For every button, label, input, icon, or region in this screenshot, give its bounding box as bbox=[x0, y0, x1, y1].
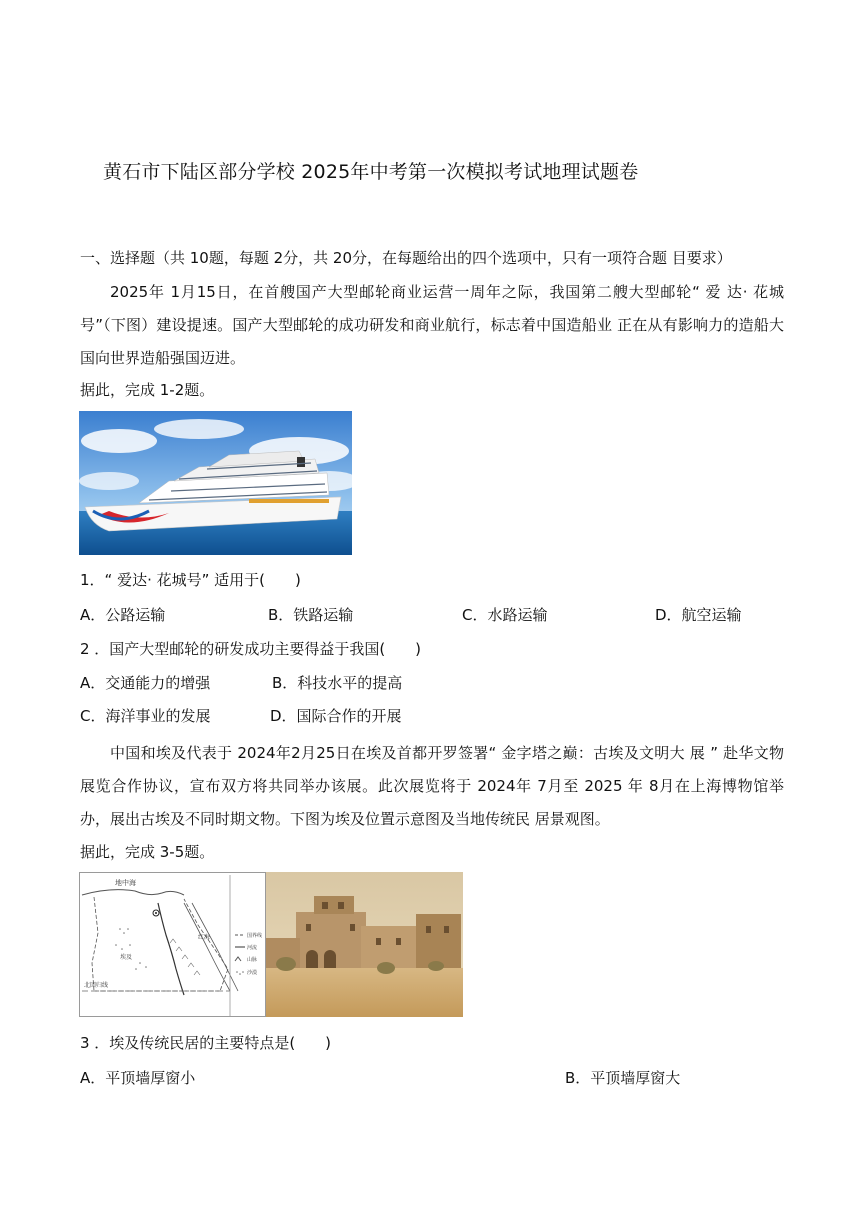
egypt-map-drawing bbox=[80, 873, 266, 1017]
passage-1: 2025年 1月15日，在首艘国产大型邮轮商业运营一周年之际，我国第二艘大型邮轮“ 爱 达· 花城号”（下图）建设提速。国产大型邮轮的成功研发和商业航行，标志着中国造船业 正在从有影响力的造船大国向世界造船强国迈进。 bbox=[80, 283, 784, 367]
q3-option-a[interactable]: A．平顶墙厚窗小 bbox=[80, 1069, 196, 1087]
legend-border: 国界线 bbox=[247, 933, 263, 939]
legend-mountain: 山脉 bbox=[247, 957, 258, 963]
egypt-dwelling-image bbox=[266, 872, 463, 1017]
map-sea-label: 地中海 bbox=[115, 879, 136, 887]
egypt-location-map bbox=[79, 872, 266, 1017]
question-1-stem: 1．“ 爱达· 花城号” 适用于( ) bbox=[80, 571, 301, 589]
page-title: 黄石市下陆区部分学校 2025年中考第一次模拟考试地理试题卷 bbox=[103, 161, 639, 183]
map-red-sea-label: 红海 bbox=[198, 934, 211, 941]
passage-1-instruction: 据此，完成 1-2题。 bbox=[80, 381, 215, 399]
legend-river: 河流 bbox=[247, 945, 258, 951]
dwelling-illustration bbox=[266, 872, 463, 1017]
q3-option-b[interactable]: B．平顶墙厚窗大 bbox=[565, 1069, 681, 1087]
q2-option-c[interactable]: C．海洋事业的发展 bbox=[80, 707, 211, 725]
q2-option-b[interactable]: B．科技水平的提高 bbox=[272, 674, 403, 692]
q1-option-d[interactable]: D．航空运输 bbox=[655, 606, 742, 624]
map-tropic-label: 北回归线 bbox=[84, 982, 109, 989]
q1-option-c[interactable]: C．水路运输 bbox=[462, 606, 548, 624]
q2-option-d[interactable]: D．国际合作的开展 bbox=[270, 707, 402, 725]
cruise-ship-image bbox=[79, 411, 352, 555]
passage-2: 中国和埃及代表于 2024年2月25日在埃及首都开罗签署“ 金字塔之巅：古埃及文明大 展 ” 赴华文物展览合作协议，宣布双方将共同举办该展。此次展览将于 2024年 7月至 2025 年 8月在上海博物馆举办，展出古埃及不同时期文物。下图为埃及位置示意图及当地传统民 居景观图。 bbox=[80, 744, 784, 828]
q2-option-a[interactable]: A．交通能力的增强 bbox=[80, 674, 211, 692]
question-3-stem: 3 ．埃及传统民居的主要特点是( ) bbox=[80, 1034, 332, 1052]
legend-desert: 沙漠 bbox=[247, 970, 258, 976]
map-region-label: 埃及 bbox=[120, 954, 133, 961]
cruise-ship-illustration bbox=[79, 411, 352, 555]
q1-option-a[interactable]: A．公路运输 bbox=[80, 606, 166, 624]
section-heading: 一、选择题（共 10题，每题 2分，共 20分，在每题给出的四个选项中，只有一项符合题 目要求） bbox=[80, 249, 732, 267]
question-2-stem: 2 ．国产大型邮轮的研发成功主要得益于我国( ) bbox=[80, 640, 422, 658]
passage-2-instruction: 据此，完成 3-5题。 bbox=[80, 843, 215, 861]
q1-option-b[interactable]: B．铁路运输 bbox=[268, 606, 354, 624]
